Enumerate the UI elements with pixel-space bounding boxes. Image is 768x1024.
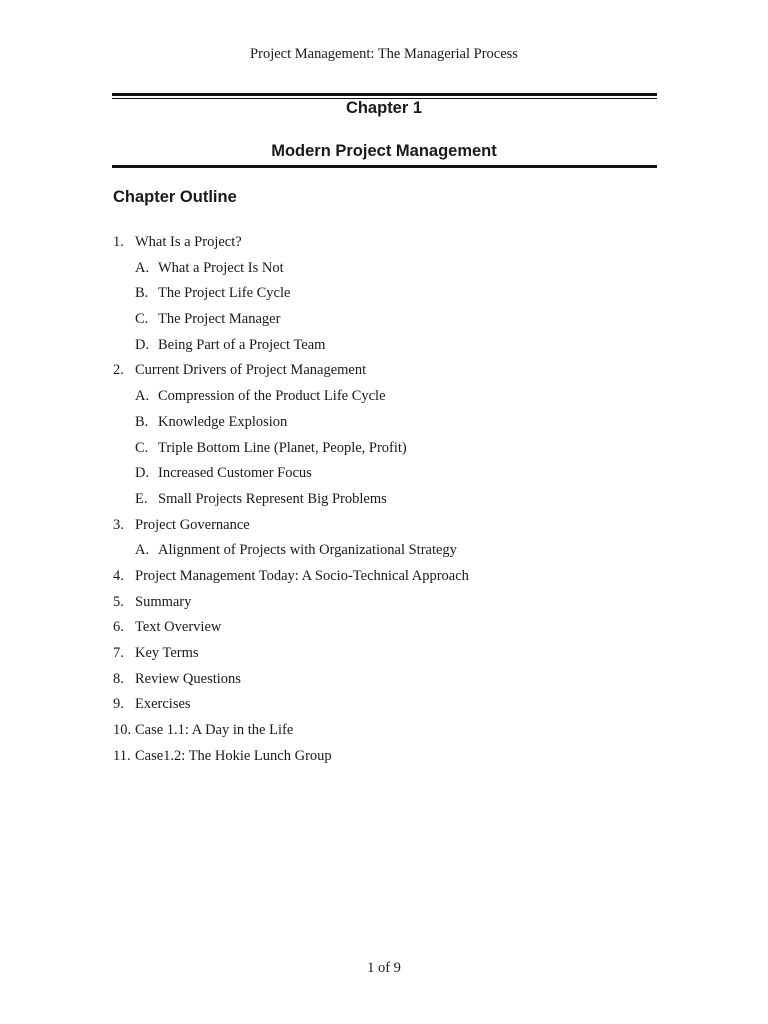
outline-subitem <box>113 540 658 566</box>
outline-item-text: Alignment of Projects with Organizational Strategy <box>158 542 457 559</box>
outline-subitem <box>113 489 658 515</box>
outline-heading: Chapter Outline <box>113 188 237 206</box>
outline-item-text: Review Questions <box>135 670 241 687</box>
outline-item <box>113 694 658 720</box>
outline-item-number: 8. <box>113 670 124 687</box>
outline-subitem <box>113 412 658 438</box>
outline-item-number: C. <box>135 311 149 328</box>
outline-item-text: Case 1.1: A Day in the Life <box>135 722 294 739</box>
outline-item-text: Triple Bottom Line (Planet, People, Profit) <box>158 439 407 456</box>
outline-item <box>113 669 658 695</box>
outline-item-number: C. <box>135 439 149 456</box>
outline-item-number: D. <box>135 336 150 353</box>
outline-item-text: Knowledge Explosion <box>158 413 288 430</box>
outline-item-text: Summary <box>135 593 192 610</box>
outline-item-text: Small Projects Represent Big Problems <box>158 490 387 507</box>
outline-item-number: 4. <box>113 567 124 584</box>
outline-item <box>113 592 658 618</box>
outline-item-number: A. <box>135 388 150 405</box>
outline-item-text: The Project Manager <box>158 311 281 328</box>
top-rule-thick <box>112 93 657 96</box>
outline-item-number: 3. <box>113 516 124 533</box>
running-header: Project Management: The Managerial Process <box>250 46 518 62</box>
outline-subitem <box>113 309 658 335</box>
outline-item-number: B. <box>135 413 149 430</box>
outline-item-number: B. <box>135 285 149 302</box>
outline-item-text: Text Overview <box>135 619 222 636</box>
outline-item-number: 1. <box>113 234 124 250</box>
outline-item <box>113 720 658 746</box>
outline-item <box>113 746 658 772</box>
outline-item <box>113 515 658 541</box>
outline-item-text: The Project Life Cycle <box>158 285 291 302</box>
outline-item-number: 9. <box>113 696 124 713</box>
outline-subitem <box>113 335 658 361</box>
outline-item-number: 5. <box>113 593 124 610</box>
outline-item-number: A. <box>135 259 150 276</box>
outline-item-text: What a Project Is Not <box>158 259 284 276</box>
outline-subitem <box>113 386 658 412</box>
outline-item-number: A. <box>135 542 150 559</box>
outline-item-text: Being Part of a Project Team <box>158 336 326 353</box>
outline-item <box>113 232 658 258</box>
outline-subitem <box>113 258 658 284</box>
outline-item-number: 6. <box>113 619 124 636</box>
chapter-number: Chapter 1 <box>345 99 423 117</box>
outline-item-number: D. <box>135 465 150 482</box>
chapter-outline-list <box>113 232 658 771</box>
outline-item-text: Project Management Today: A Socio-Technical Approach <box>135 567 469 584</box>
outline-item-text: Compression of the Product Life Cycle <box>158 388 386 405</box>
outline-item-text: What Is a Project? <box>135 234 242 250</box>
outline-subitem <box>113 283 658 309</box>
outline-item-text: Case1.2: The Hokie Lunch Group <box>135 747 332 764</box>
outline-item-text: Key Terms <box>135 645 199 661</box>
outline-subitem <box>113 463 658 489</box>
outline-item-text: Project Governance <box>135 516 250 533</box>
outline-subitem <box>113 438 658 464</box>
chapter-title: Modern Project Management <box>271 142 497 160</box>
page-number: 1 of 9 <box>367 960 401 976</box>
outline-item <box>113 643 658 669</box>
outline-item-number: 10. <box>113 722 132 739</box>
outline-item-number: 2. <box>113 362 124 379</box>
outline-item-text: Exercises <box>135 696 191 713</box>
outline-item <box>113 360 658 386</box>
outline-item-number: 11. <box>113 747 131 764</box>
outline-item-number: E. <box>135 490 148 507</box>
outline-item-number: 7. <box>113 645 124 661</box>
outline-item <box>113 617 658 643</box>
outline-item-text: Increased Customer Focus <box>158 465 312 482</box>
outline-item-text: Current Drivers of Project Management <box>135 362 367 379</box>
outline-item <box>113 566 658 592</box>
bottom-rule-thick <box>112 165 657 168</box>
